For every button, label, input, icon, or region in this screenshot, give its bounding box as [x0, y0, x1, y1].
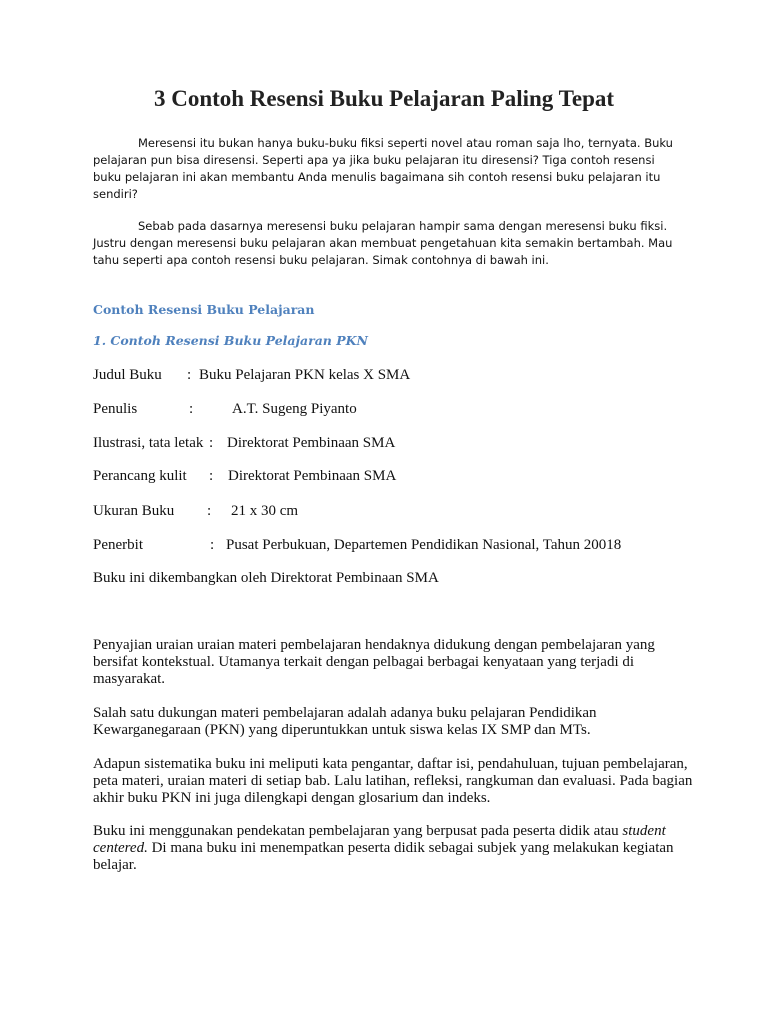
section-heading: Contoh Resensi Buku Pelajaran [93, 302, 315, 317]
book-info-separator: : [189, 401, 194, 417]
book-info-label: Penerbit [93, 537, 143, 553]
book-info-label: Ukuran Buku [93, 503, 175, 519]
book-info-separator: : [209, 468, 214, 484]
book-info-separator: : [209, 435, 214, 451]
intro-paragraph-1 [93, 135, 683, 203]
book-info-value: A.T. Sugeng Piyanto [232, 401, 357, 417]
book-info-label: Judul Buku [93, 367, 162, 383]
intro-paragraph-2 [93, 218, 683, 269]
subsection-heading: 1. Contoh Resensi Buku Pelajaran PKN [93, 333, 368, 348]
book-info-label: Penulis [93, 401, 138, 417]
book-info-value: 21 x 30 cm [231, 503, 299, 519]
developed-by-line: Buku ini dikembangkan oleh Direktorat Pembinaan SMA [93, 570, 439, 586]
intro-paragraph-2-text: Sebab pada dasarnya meresensi buku pelajaran hampir sama dengan meresensi buku fiksi. Justru dengan meresensi buku pelajaran akan membuat pengetahuan kita semakin bertambah. Mau tahu seperti apa contoh resensi buku pelajaran. Simak contohnya di bawah ini. [93, 219, 673, 267]
book-info-label: Perancang kulit [93, 468, 187, 484]
body-paragraph-4-italic: student centered. [93, 823, 666, 856]
book-info-separator: : [207, 503, 212, 519]
body-paragraph-4 [93, 823, 693, 874]
book-info-label: Ilustrasi, tata letak [93, 435, 204, 451]
body-paragraph-4-text-after: Di mana buku ini menempatkan peserta didik sebagai subjek yang melakukan kegiatan belajar. [93, 840, 674, 873]
body-paragraph-1: Penyajian uraian uraian materi pembelajaran hendaknya didukung dengan pembelajaran yang bersifat kontekstual. Utamanya terkait dengan pelbagai berbagai kenyataan yang terjadi di masyarakat. [93, 637, 655, 687]
body-paragraph-2: Salah satu dukungan materi pembelajaran adalah adanya buku pelajaran Pendidikan Kewarganegaraan (PKN) yang diperuntukkan untuk siswa kelas IX SMP dan MTs. [93, 705, 597, 738]
book-info-separator: : [210, 537, 215, 553]
book-info-value: Direktorat Pembinaan SMA [227, 435, 396, 451]
book-info-value: Direktorat Pembinaan SMA [228, 468, 397, 484]
intro-paragraph-1-text: Meresensi itu bukan hanya buku-buku fiksi seperti novel atau roman saja lho, ternyata. Buku pelajaran pun bisa diresensi. Seperti apa ya jika buku pelajaran itu diresensi? Tiga contoh resensi buku pelajaran ini akan membantu Anda menulis bagaimana sih contoh resensi buku pelajaran itu sendiri? [93, 136, 673, 201]
document-title: 3 Contoh Resensi Buku Pelajaran Paling Tepat [153, 86, 615, 111]
body-paragraph-3: Adapun sistematika buku ini meliputi kata pengantar, daftar isi, pendahuluan, tujuan pembelajaran, peta materi, uraian materi di setiap bab. Lalu latihan, refleksi, rangkuman dan evaluasi. Pada bagian akhir buku PKN ini juga dilengkapi dengan glosarium dan indeks. [93, 756, 693, 806]
book-info-value: Pusat Perbukuan, Departemen Pendidikan Nasional, Tahun 20018 [226, 537, 622, 553]
book-info-value: Buku Pelajaran PKN kelas X SMA [199, 367, 411, 383]
body-paragraph-4-text-before: Buku ini menggunakan pendekatan pembelajaran yang berpusat pada peserta didik atau [93, 823, 623, 839]
book-info-separator: : [187, 367, 192, 383]
